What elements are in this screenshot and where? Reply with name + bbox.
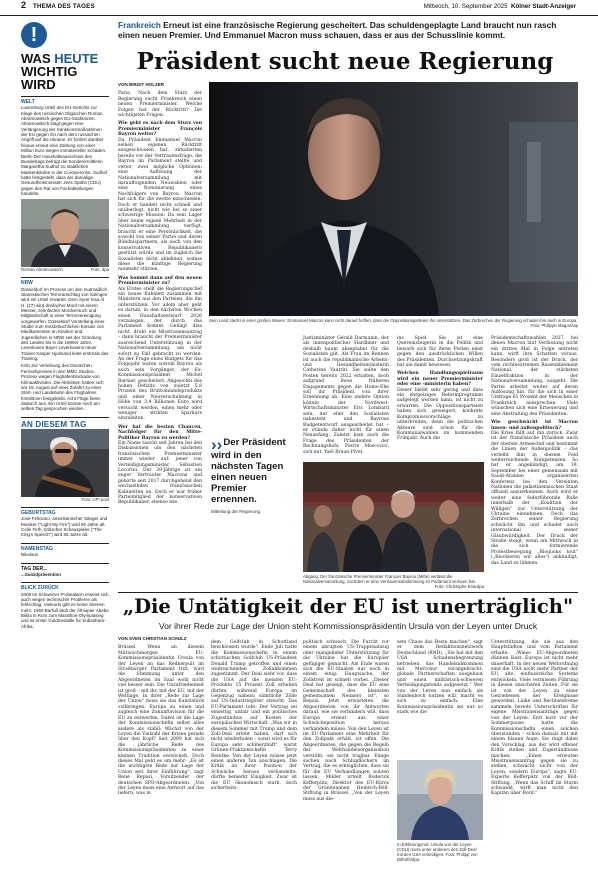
name-day-text: Nikolaus (21, 552, 39, 558)
photo-caption: Abgang: Der französische Premierminister François Bayrou (Mitte) verlässt die Nationalversammlung, nachdem er eine Vertrauensabstimmung im Parlament verloren hat. Foto: Christophe Enardpa (303, 574, 484, 589)
article-column-5: Präsidentschaftswahlen 2027, bei denen Macron laut Verfassung nicht ein drittes Mal in Folge antreten kann, wirft ihre Schatten voraus. Besonders groß ist der Druck, der vom rechtsextremen Rassemblement National, der stärksten Einzelfraktion in der Nationalversammlung, ausgeht. Die Partei arbeitet weiter auf deren Auflösung hin, für die sich in einer Umfrage 61 Prozent der Menschen in Frankreich aussprechen. Viele wünschen sich eine Erneuerung und eine Abstrafung des Präsidenten. Wie geschwächt ist Macron innen- und außenpolitisch? Die Krise fällt auf ihn zurück. Zwar ist der französische Präsident auch der oberste Armeechef und bestimmt die Linien der Außenpolitik – das verleiht ihm in diesem Feld weiterreichende Kompetenzen. So hat er angekündigt, am 19. September bei einer gemeinsam mit Saudi-Arabien organisierten Konferenz bei den Vereinten Nationen die palästinensischen Staat offiziell anzuerkennen. Auch wird er weiter eine federführende Rolle innerhalb der „Koalition der Willigen" zur Unterstützung der Ukraine einnehmen. Doch das Zerbrechen seiner Regierung schwächt ihn und schadet auch international seiner Glaubwürdigkeit. Der Druck der Straße steigt, wenn am Mittwoch in die sich formierende Protestbewegung „Bloquons tout" („Blockieren wir alles") ankündigt, das Land zu lähmen. (491, 336, 578, 566)
divider (21, 507, 109, 508)
article-headline: Präsident sucht neue Regierung (136, 48, 554, 75)
photo-caption: Roman Abramowitsch Foto: dpa (21, 267, 109, 273)
article-kicker: Frankreich Erneut ist eine französische Regierung gescheitert. Das schuldengeplagte Land braucht nun rasch einen neuen Premier. Und Emmanuel Macron muss schauen, dass er aus der Schusslinie kommt. (118, 20, 557, 41)
feliciano-photo (21, 429, 109, 497)
nrw-text: Düsseldorf Im Prozess um den mutmaßlich islamistischen Terroranschlag von Solingen wird ein Urteil erwartet. Dem Syrer Issa Al H. (27) wird dreifacher Mord mit einem Messer, zehnfacher Mordversuch und Mitgliedschaft in einer Terrorvereinigung vorgeworfen. Düsseldorf Vorstellung einer Studie zum missbräuchlichen Einsatz von Medikamenten an Kindern und Jugendlichen in NRW seit der Gründung des Landes bis in die 1980er Jahre. Leverkusen Bayer Leverkusens neuer Trainer Kasper Hjulmand leitet erstmals das Training. (21, 286, 109, 362)
page-number: 2 (21, 0, 27, 10)
birthday-label: GEBURTSTAG (21, 509, 56, 516)
welt-label: WELT (21, 99, 35, 105)
welt-text: Luxemburg Urteil des EU-Gerichts zur Klage des russischen Oligarchen Roman Abramowitsch gegen EU-Sanktionen. Abramowitsch klagt gegen eine Verlängerung der Sanktionsmaßnahmen der EU gegen ihn nach dem russischen Angriff auf die Ukraine. Er fordert darüber hinaus erneut eine Zahlung von einer Million Euro wegen immaterieller Schäden. Berlin Der Haushaltsausschuss des Bundestags befragt die Sonderermittlerin Margaretha Sudhof zu staatlichen Maskenkäufen in der Corona-Krise. Sudhof hatte festgestellt, dass der damalige Gesundheitsminister Jens Spahn (CDU) gegen den Rat von Fachabteilungen handelte. (21, 105, 108, 196)
question-heading: Wer hat die besten Chancen, Nachfolger für den Mitte-Politiker Bayrou zu werden? (118, 424, 202, 441)
sidebar-title: WAS HEUTE WICHTIG WIRD (21, 51, 99, 92)
article-column-3: Justizminister Gérald Darmanin, der als innenpolitischer Hardliner und deshalb kaum akzeptabel für die Sozialisten gilt. Als Frau im Rennen ist auch die republikanische Arbeits- und Gesundheitsministerin Catherine Vautrin. Sie sollte den Posten bereits 2022 erhalten, doch aufgrund ihres früheren Engagements gegen die Homo-Ehe soll ihr Präsident von ihrer Ernennung ab. Eine andere Option könnte der Nordwest-Wirtschaftsminister Éric Lombard sein, der eher den Sozialisten nahesteht und Bayrous Budgetentwurf ausgearbeitet hat – er stünde daher nicht für einen Neuanfang. Zuletzt kam auch die Frage des Präsidenten der Rechnungshofs, Pierre Moscovici, sich mit, Yaël Braun-Pivet, (303, 336, 389, 455)
column-body (118, 91, 202, 505)
sidebar-what-matters (21, 22, 109, 629)
article-headline: „Die Untätigkeit der EU ist unerträglich" (122, 595, 574, 618)
divider (21, 543, 109, 544)
quote-source: Mitteilung der Regierung (211, 509, 261, 514)
article-subheadline: Vor ihrer Rede zur Lage der Union steht Kommissionspräsidentin Ursula von der Leyen unter Druck (158, 621, 538, 631)
exclamation-icon: ! (21, 22, 47, 48)
divider (21, 417, 109, 418)
look-back-text: 2008 Im Schweizer Probealarm erweist sich auch wegen technischer Probleme als fehlschlag. Vieleorts gibt es keine Sirenen mehr. 1960 Barfuß läuft der Äthiopier Abebe Bikila in Rom zum Marathon-Olympiasieg und ist erster Goldmedaille für Subsahara-Afrika. (21, 591, 109, 629)
abramowitsch-photo (21, 199, 109, 267)
article-column-4: sem Chaos das Beste machen", sagt er dem Redaktionsnetzwerk Deutschland (RND). „Sie hat mit den USA Schadensbegrenzung betrieben, das Handelsabkommen mit Mercosur vorangebracht, globale Partnerschaften ausgebaut und einen militärisch-schweren Verteidigungsfonds aufgesetzt." Wer von der Leyen nun einfach als Sündenbock nutzen will, macht es sich zu einfach: Eine Kommissionspräsidentin sei nur so stark wie die (397, 640, 483, 716)
article-column-1: VON SVEN CHRISTIAN SCHULZ Brüssel. Wenn an diesem Mittwochmorgen EU-Kommissionspräsidentin Ursula von der Leyen an das Rednerpult im Straßburger Parlament tritt, wird die Stimmung unter den Abgeordneten im Saal wohl nicht viel besser sein. Die Unzufriedenheit ist groß – mit ihr, mit der EU, mit der Weltlage. In ihrer „Rede zur Lage der Union" muss sie das Kunststück vollbringen, Europa zu einen und zugleich eine Zukunftsvision für die EU zu entwerfen. Dabei ist die Lage der Kommissionschefin selbst alles andere als stabil: Wächst von der Leyen die Vielzahl der Krisen gerade über den Kopf? Seit 2009 hat sich die jährliche Rede des Kommissionspräsidenten zu einer kleinen Tradition entwickelt. Doch dieses Mal geht es um mehr: „Es ist die wichtigste Rede zur Lage der Union seit ihrer Einführung", sagt René Repasi, Vorsitzender der deutschen SPD-Abgeordneten. „Von der Leyen muss eine Antwort auf das liefern, was in (118, 636, 204, 797)
article-column-3: politisch schwach. Die Furcht vor einem abrupten US-Truppenabzug oder mangelnder Unterstützung für die Ukraine hat die Europäer gefügiger gemacht. Am Ende waren sich die EU-Staaten nur noch in einem einig: Hauptsache, der Zollstreit ist schnell vorbei. „Dieser Deal hat gezeigt, dass die EU eine Gemeinschaft des kleinsten gemeinsamen Nenners ist", so Repasi. Jetzt erwarteten die Abgeordneten von ihr Antworten darauf, wie sie verhindern will, dass Europa erneut aus einer Schwächeposition heraus verhandeln müsse. Von den Leyen ist im EU-Parlament eine Mehrheit für den Zollpakt erhält, ist offen. Die Abgeordneten, die gegen die Regeln der Welthandelsorganisation verstößt, sei nicht tragbar. Einige suchen nach Schlupflöchern im Vertrag, die es ermöglichen, dass sie für die EU Verhandlungen nutzen lassen. Milder urteilt Roderick Kefferpütz, Direktor des EU-Büros der Grünennahen Heinrich-Böll-Stiftung in Brüssel. „Von der Leyen muss aus die- (303, 640, 389, 802)
byline: VON BIRGIT HOLZER (118, 82, 164, 87)
section-title: THEMA DES TAGES (33, 3, 95, 10)
name-day-label: NAMENSTAG (21, 545, 53, 552)
article-column-4: ins Spiel. Sie ist eine Quereinsteigerin in die Politik und bewarb sich für ihren Posten einst gegen den ausdrücklichen Willen des Präsidenten. Durchsetzungskraft hat sie damit bewiesen. Welchen Handlungsspielraum wird ein neuer Premierminister oder eine -ministerin haben? Dieser bleibt sehr gering und dass ein ehrgeiziges Reformprogramm aufgelegt werden kann, ist nicht zu erwarten. Die Oppositionsparteien haben sich geweigert, konkrete Kompromissvorschläge zu unterbreiten, denn die politischen Akteure sind schon für die Kommunalwahlen im kommenden Frühjahr. Auch die (397, 336, 483, 442)
divider (118, 592, 578, 593)
look-back-label: BLICK ZURÜCK (21, 585, 59, 592)
quote-mark-icon: ›› (211, 435, 223, 454)
paragraph: Ein Name taucht seit Jahren bei den Diskussionen um den nächsten französischen Premierminister immer wieder auf: jener von Verteidigungsminister Sébastien Lecornu. Der 39-Jährige ist ein enger Vertrauter Macrons und gehörte seit 2017 durchgehend den wechselnden französischen Kabinetten an. Doch er war früher Parteimitglied der konservativen Republikaner, ebenso wie (118, 441, 202, 506)
paragraph: Paris. Nach dem Sturz der Regierung sucht Frankreich einen neuen Premierminister. Welche Folgen hat der Rücktritt? Die wichtigsten Fragen. (118, 91, 202, 119)
article-column-5: Unterstützung, die sie aus den Hauptstädten und vom Parlament erhalte. „Wieso EU-Abgeordneten dünnen lässt: Europa ist nicht mehr dauerhaft. In der neuen Weltordnung sind die USA nicht mehr Partner der EU, alte, einflussreiche Systeme entwickeln. Viele vermissen Führung in diesen unsicheren Zeiten. Für sie ist von der Leyen zu einer Getriebenen der Ereignisse geworden. Linke und Rechtsextreme sammeln bereits Unterschriften für eigene Misstrauensanträge gegen von der Leyen. Erst kurz vor der Sommerpause hatte die Kommissionschefin einen solchen überstanden – schon damals mit mit einem blauen Auge. Sie ringt dabei den Vorschlag, aus der wird offener Kritik stellen und Zugeständnisse machen. „Einen erneuten Misstrauensantrag gegen sie zu stellen, schwächt nicht von der Leyen, sondern Europa", sagte EU-Experte Kefferpütz von der Böll-Stiftung. „Wenn das Schiff im Sturm schwankt, wirft man nicht den Kapitän über Bord." (491, 640, 578, 797)
article-column-2: dem Golfclub in Schottland beschlossen wurde". Ende Juli hatte die Kommissionschefin in einem schottischen Golfclub US-Präsident Donald Trump getroffen und einen weitreichenden Zollabkommen zugestimmt. Der Deal sieht vor, dass die USA auf die meisten EU-Produkte 15 Prozent Zoll erheben dürfen, während Europa im Gegenzug nahezu sämtliche Zölle auf US-Industriegüter streicht. Das EU-Parlament tobt: Der Vertrag sei einseitig, unfair und ein politisches Zugeständnis auf Kosten der europäischen Wirtschaft. „Was wir in diesem Sommer mit Trump und dem Zoll-Deal erlebt haben, darf sich nicht wiederholen – sonst wird es für Europa sehr schmerzhaft", warnt Grünen-Fraktionschefin Terry Reintke. Von der Leyen müsse jetzt einen anderen Ton anschlagen. Die Kritik an ihrer Position der Schwäche heraus verhandelte, dürfte bemerkt Einigkeit. Zwar ist die EU ökonomisch stark, doch sicherheits- (211, 640, 297, 791)
question-heading: Was kommt dann auf den neuen Premierminister zu? (118, 275, 202, 287)
paragraph: Da Präsident Emmanuel Macron seinen eigenen Rücktritt ausgeschlossen hat, zirkulierten bereits vor der Vertrauensfrage, die Bayrou im Parlament stellte und verlor, zwei mögliche Optionen: eine Auflösung der Nationalversammlung mit darauffolgenden Neuwahlen oder eine Nominierung eines Nachfolgers von Bayrou. Macron hat sich für die zweite entschieden. Doch er handelt nicht schnell und unüberlegt, nicht wie bei so einer schwierige Mission: Da sein Lager über keine eigene Mehrheit in der Nationalversammlung verfügt, braucht er eine Persönlichkeit, die sowohl von seiner Partei und deren Bündnispartnern, als auch von den konservativen Republikanern gestützt würde und im zugleich die Sozialisten nicht ablehnen, sodass diese die künftige Regierung nunmehr stürzen. (118, 137, 202, 273)
day-of-label: TAG DER... (21, 565, 48, 572)
nrw-label: NRW (21, 280, 33, 287)
day-of-text: ...Suizidprävention (21, 571, 62, 577)
photo-credit: Foto: UPI pool (81, 496, 109, 502)
on-this-day-heading: AN DIESEM TAG (21, 419, 87, 429)
birthday-text: José Feliciano, amerikanischer Sänger und Musiker ("Light My Fire") wird 80 Jahre alt. Colin Firth, britischer Schauspieler ("The King's Speech") wird 65 Jahre alt. (21, 516, 108, 538)
pull-quote: ››Der Präsident wird in den nächsten Tagen einen neuen Premier ernennen. Mitteilung der Regierung (211, 437, 295, 514)
issue-date: Mittwoch, 10. September 2025 Kölner Stadt-Anzeiger (423, 3, 576, 10)
paragraph: Als Erstes stellt die Regierungschef ein neues Kabinett zusammen mit Ministern aus den Parteien, die ihn unterstützen. Vor allem aber geht es darum, in den nächsten Wochen einen Haushaltsentwurf 2026 vorzulegen, der durch das Parlament kommt. Gelingt dies nicht, droht ein Misstrauensantrag – dann braucht der Premierminister ausreichend Unterstützung in der Nationalversammlung, um nicht sofort zu Fall gebracht zu werden. An der Frage eines Budgets für das Folgejahr waren sowohl Bayrou als auch sein Vorgänger, der Ex-Kommissionspräsident Michel Barnier, gescheitert. Angesichts des hohen Defizits von zuletzt 5,8 Prozent des Bruttoinlandsprodukts und einer Neuverschuldung in Höhe von 3,4 Billionen Euro wird versucht werden, einen mehr oder weniger strikten Sparkurs einzuleiten. (118, 286, 202, 422)
question-heading: Wie geht es nach dem Sturz von Premierminister François Bayrou weiter? (118, 121, 202, 138)
macron-photo (209, 82, 578, 316)
bayrou-photo (303, 462, 484, 572)
divider (21, 277, 109, 278)
divider (21, 582, 109, 583)
photo-caption: In Erklärungsnot: Ursula von der Leyen (CDU) muss unter anderem den Zoll-Deal mit den USA verteidigen. Foto: Philipp von Ditfurth/dpa (397, 842, 478, 862)
koeln-text: Köln Zur Verleihung des Deutschen Fernsehpreises in den MMC Studios. Prozess wegen Flughafenblockade von Klimaaktivisten. Die Aktivisten hatten sich am 15. August auf einer Zufahrt zu einer Start- und Landebahn des Flughafens Köln/Bonn festgeklebt. Acht Flüge fielen dadurch aus. Ein Urteil könnte noch am selben Tag gesprochen werden. (21, 363, 104, 412)
von-der-leyen-photo (397, 760, 483, 840)
article-column-1 (118, 82, 202, 506)
divider (21, 96, 109, 97)
divider (21, 563, 109, 564)
photo-caption: Sein Land steckt in einer großen Misere: Emmanuel Macron kann nicht darauf hoffen, dass die Oppositionsparteien ihn unterstützen. Das Zerbrechen der Regierung schadet ihm auch in Europa. Foto: Philippe Magoni/ap (209, 318, 578, 328)
